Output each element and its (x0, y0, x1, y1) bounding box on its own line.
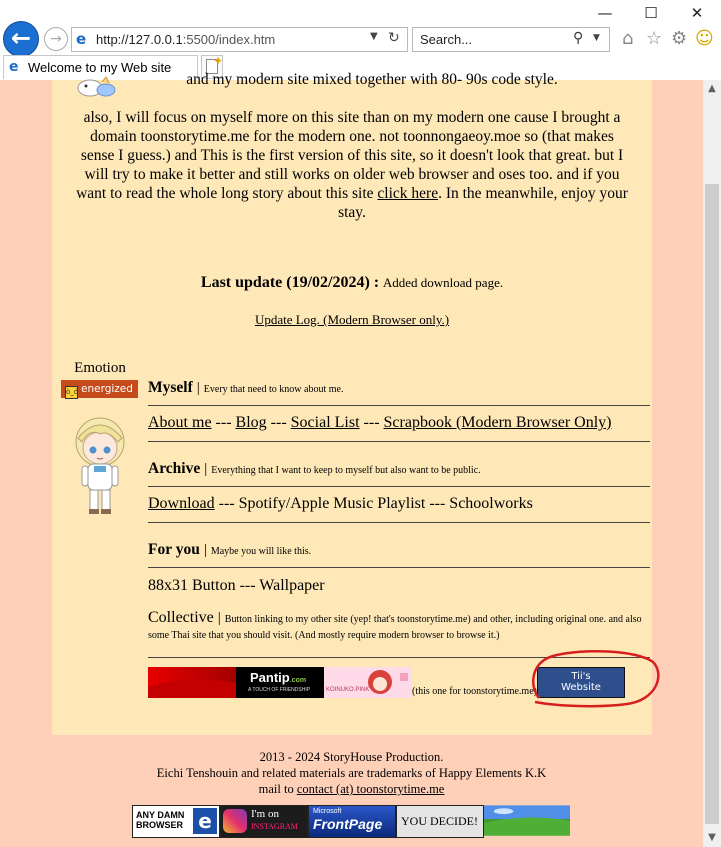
koinuko-banner-button[interactable] (324, 667, 412, 698)
frontpage-button[interactable] (308, 805, 396, 838)
vertical-scrollbar[interactable] (703, 80, 721, 847)
pantip-label: Pantip (250, 670, 290, 685)
intro-paragraph (72, 108, 632, 222)
divider (148, 441, 650, 442)
mail-prefix: mail to (258, 782, 294, 796)
red-banner-button[interactable] (148, 667, 236, 698)
dash: --- (239, 577, 256, 594)
intro-text: also, I will focus on myself more on this site than on my modern one cause I brought a domain toonstorytime.me for the modern one. not toonnongaeoy.moe so (that makes sense I guess.) and This is the first version of this site, so it doesn't look that great. but I will try to make it better and still works on older web browser and oses too. and if you want to read the whole long story about this site (76, 109, 624, 202)
tab-title: Welcome to my Web site (28, 60, 172, 75)
section-myself (148, 379, 650, 397)
playlist-text: Spotify/Apple Music Playlist (238, 495, 426, 512)
anydamn-line2: BROWSER (136, 820, 183, 830)
tii-line1: Tii's (571, 671, 591, 682)
refresh-icon[interactable]: ↻ (388, 30, 400, 46)
home-icon[interactable]: ⌂ (622, 28, 634, 49)
update-log (72, 310, 632, 329)
footer-mail (0, 782, 703, 797)
tii-note: (this one for toonstorytime.me) (412, 686, 537, 697)
search-icon[interactable]: ⚲ (573, 30, 584, 46)
address-bar[interactable] (71, 27, 408, 52)
content-card (52, 71, 652, 735)
address-dropdown-icon[interactable]: ▼ (370, 31, 378, 42)
divider (148, 486, 650, 487)
schoolworks-text: Schoolworks (449, 495, 533, 512)
pantip-dotcom: .com (289, 677, 307, 684)
dash: --- (270, 414, 287, 431)
archive-links (148, 495, 650, 513)
social-list-link[interactable]: Social List (290, 414, 360, 431)
section-desc: Everything that I want to keep to myself but also want to be public. (211, 465, 481, 476)
click-here-link[interactable]: click here (377, 185, 439, 202)
section-desc: Every that need to know about me. (203, 384, 344, 395)
update-text: Added download page. (382, 275, 504, 290)
scroll-down-icon[interactable]: ▼ (708, 832, 716, 843)
address-path: :5500/index.htm (182, 32, 276, 47)
separator: | (203, 542, 207, 558)
update-label: Last update (19/02/2024) : (200, 274, 380, 291)
you-decide-button[interactable] (396, 805, 484, 838)
section-desc: Button linking to my other site (yep! that's toonstorytime.me) and other, including original one. and also some Thai site that you should visit. (And mostly require modern browser to browse it.) (148, 614, 642, 641)
footer-line1: 2013 - 2024 StoryHouse Production. (259, 750, 444, 764)
anydamn-line1: ANY DAMN (136, 810, 185, 820)
section-desc: Maybe you will like this. (210, 546, 312, 557)
close-button[interactable]: ✕ (690, 4, 704, 22)
update-log-link[interactable]: Update Log. (Modern Browser only.) (254, 312, 450, 327)
back-button[interactable] (3, 21, 39, 57)
scroll-up-icon[interactable]: ▲ (708, 83, 716, 94)
mood-badge (61, 380, 138, 398)
search-input[interactable]: Search... (420, 32, 473, 47)
section-for-you (148, 541, 650, 559)
search-dropdown-icon[interactable]: ▼ (593, 33, 600, 43)
koinuko-art-icon (324, 667, 412, 698)
dash: --- (429, 495, 446, 512)
page-viewport (0, 71, 703, 847)
dash: --- (363, 414, 380, 431)
separator: | (196, 380, 200, 396)
intro-end-text: . In the meanwhile, enjoy your stay. (338, 185, 628, 221)
scrapbook-link[interactable]: Scrapbook (Modern Browser Only) (383, 414, 612, 431)
new-tab-sparkle-icon: ✦ (213, 54, 224, 68)
blog-link[interactable]: Blog (235, 414, 267, 431)
contact-link[interactable]: contact (at) toonstorytime.me (296, 782, 445, 796)
button-88x31-text: 88x31 Button (148, 577, 236, 594)
forward-button[interactable] (44, 27, 68, 51)
forward-arrow-icon: → (50, 31, 62, 47)
smiley-icon[interactable]: ☺ (695, 28, 714, 49)
divider (148, 522, 650, 523)
dash: --- (215, 414, 232, 431)
section-archive (148, 460, 650, 478)
address-url[interactable] (96, 32, 275, 47)
frontpage-line1: Microsoft (313, 808, 342, 815)
about-me-link[interactable]: About me (148, 414, 212, 431)
scroll-thumb[interactable] (705, 184, 719, 824)
koinuko-label: KOINUKO.PINK (326, 687, 370, 693)
divider (148, 405, 650, 406)
dash: --- (218, 495, 235, 512)
minimize-button[interactable]: — (597, 4, 613, 22)
back-arrow-icon: ← (10, 24, 32, 52)
insta-line1: I'm on (251, 808, 279, 820)
divider (148, 567, 650, 568)
tii-line2: Website (561, 682, 601, 693)
section-title: Myself (148, 379, 193, 396)
windows-xp-bliss-button[interactable] (484, 805, 570, 836)
mood-face-icon: ò_ó (65, 386, 78, 399)
ie-logo-icon: e (193, 808, 217, 834)
any-damn-browser-button[interactable] (132, 805, 220, 838)
emotion-label: Emotion (74, 360, 126, 376)
myself-links (148, 414, 650, 432)
section-collective (148, 611, 650, 643)
red-annotation-circle (527, 648, 662, 710)
section-title: Collective (148, 609, 214, 626)
download-link[interactable]: Download (148, 495, 215, 512)
section-title: Archive (148, 460, 201, 477)
mood-text: energized (81, 383, 133, 395)
youdecide-label: YOU DECIDE! (401, 814, 478, 828)
gear-icon[interactable]: ⚙ (671, 28, 688, 49)
ie-tab-icon: e (9, 59, 19, 75)
star-icon[interactable]: ☆ (646, 28, 663, 49)
separator: | (204, 461, 208, 477)
last-update (72, 273, 632, 293)
ie-logo-icon: e (76, 30, 87, 48)
for-you-links (148, 577, 650, 595)
maximize-button[interactable]: ☐ (644, 4, 658, 22)
browser-chrome (0, 0, 721, 80)
search-box[interactable] (412, 27, 610, 52)
chibi-character-image (64, 412, 136, 518)
wallpaper-text: Wallpaper (259, 577, 325, 594)
frontpage-line2: FrontPage (313, 816, 383, 832)
separator: | (217, 610, 221, 626)
pantip-subtitle: A TOUCH OF FRIENDSHIP (248, 687, 311, 693)
intro-cut-text: and my modern site mixed together with 80- 90s code style. (186, 71, 558, 88)
address-host: http://127.0.0.1 (96, 32, 183, 47)
instagram-icon (223, 809, 247, 833)
section-title: For you (148, 541, 200, 558)
instagram-button[interactable] (220, 805, 308, 838)
insta-line2: INSTAGRAM (251, 822, 298, 831)
footer-line2: Eichi Tenshouin and related materials are trademarks of Happy Elements K.K (156, 766, 547, 780)
pantip-banner-button[interactable] (236, 667, 324, 698)
